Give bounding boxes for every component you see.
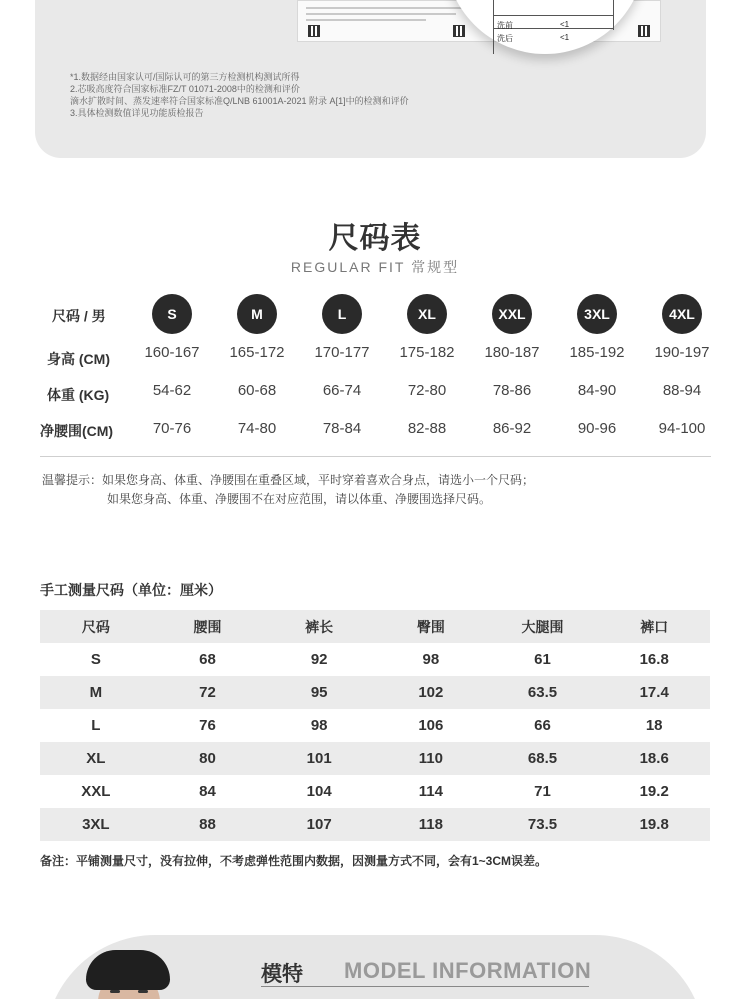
measure-table xyxy=(40,610,710,841)
height-cell: 190-197 xyxy=(654,344,710,361)
table-cell: 102 xyxy=(418,684,444,701)
size-badge: L xyxy=(322,294,362,334)
table-cell: 84 xyxy=(199,783,216,800)
weight-cell: 78-86 xyxy=(492,382,532,399)
table-cell: 101 xyxy=(306,750,332,767)
size-badge: XXL xyxy=(492,294,532,334)
qr-code-icon xyxy=(453,25,465,37)
table-cell: XXL xyxy=(81,783,111,800)
table-cell: 76 xyxy=(199,717,216,734)
table-cell: 95 xyxy=(310,684,328,701)
table-cell: 63.5 xyxy=(527,684,558,701)
table-cell: 72 xyxy=(199,684,216,701)
size-chart-title: 尺码表 xyxy=(328,222,422,255)
table-cell: 110 xyxy=(418,750,443,767)
divider xyxy=(40,456,711,457)
footnote-line: *1.数据经由国家认可/国际认可的第三方检测机构测试所得 xyxy=(70,72,300,82)
footnote-line: 2.芯吸高度符合国家标准FZ/T 01071-2008中的检测和评价 xyxy=(70,84,300,94)
table-header-cell: 腰围 xyxy=(193,618,222,635)
footnote-line: 滴水扩散时间、蒸发速率符合国家标准Q/LNB 61001A-2021 附录 A[1]中的检测和评价 xyxy=(70,96,409,106)
weight-cell: 88-94 xyxy=(662,382,702,399)
size-badge: M xyxy=(237,294,277,334)
table-row xyxy=(40,709,710,742)
table-cell: L xyxy=(91,717,101,734)
row-label-height: 身高 (CM) xyxy=(47,351,110,367)
weight-cell: 72-80 xyxy=(407,382,447,399)
height-cell: 160-167 xyxy=(144,344,200,361)
measure-table-title: 手工测量尺码（单位：厘米） xyxy=(40,582,222,598)
report-row-label: 洗前 xyxy=(497,21,513,30)
model-title-underline xyxy=(261,986,589,987)
footnote-line: 3.具体检测数值详见功能质检报告 xyxy=(70,108,204,118)
table-cell: XL xyxy=(86,750,106,767)
table-header-cell: 尺码 xyxy=(81,618,110,635)
table-cell: 118 xyxy=(418,816,443,833)
table-header-cell: 裤口 xyxy=(640,618,669,635)
table-row xyxy=(40,643,710,676)
weight-cell: 54-62 xyxy=(152,382,192,399)
table-cell: 80 xyxy=(199,750,216,767)
table-cell: 19.2 xyxy=(639,783,669,800)
table-cell: 18 xyxy=(645,717,663,734)
table-cell: 88 xyxy=(199,816,216,833)
table-cell: 73.5 xyxy=(527,816,558,833)
table-cell: 92 xyxy=(310,651,328,668)
model-title-cn: 模特 xyxy=(261,963,303,986)
size-badge: S xyxy=(152,294,192,334)
weight-cell: 60-68 xyxy=(237,382,277,399)
table-header-cell: 大腿围 xyxy=(521,618,564,635)
table-cell: 61 xyxy=(534,651,551,668)
report-row-value: <1 xyxy=(560,20,570,29)
waist-cell: 74-80 xyxy=(237,420,277,437)
table-cell: 98 xyxy=(310,717,328,734)
size-chart-subtitle: REGULAR FIT 常规型 xyxy=(290,259,460,275)
weight-cell: 66-74 xyxy=(322,382,362,399)
table-cell: 107 xyxy=(306,816,332,833)
qr-code-icon xyxy=(308,25,320,37)
measure-note: 备注：平铺测量尺寸，没有拉伸，不考虑弹性范围内数据，因测量方式不同，会有1~3CM误差。 xyxy=(40,854,548,868)
table-cell: M xyxy=(89,684,103,701)
height-cell: 170-177 xyxy=(314,344,370,361)
report-row-label: 洗后 xyxy=(497,34,513,43)
table-cell: 71 xyxy=(534,783,551,800)
table-header-cell: 臀围 xyxy=(416,618,445,635)
waist-cell: 78-84 xyxy=(322,420,362,437)
waist-cell: 86-92 xyxy=(492,420,532,437)
qr-code-icon xyxy=(638,25,650,37)
table-header-row xyxy=(40,610,710,643)
table-header-cell: 裤长 xyxy=(305,618,334,635)
size-badge: 3XL xyxy=(577,294,617,334)
waist-cell: 82-88 xyxy=(407,420,447,437)
table-cell: 18.6 xyxy=(639,750,669,767)
table-cell: S xyxy=(90,651,101,668)
weight-cell: 84-90 xyxy=(577,382,617,399)
table-cell: 16.8 xyxy=(639,651,669,668)
size-badge: 4XL xyxy=(662,294,702,334)
model-title-en: MODEL INFORMATION xyxy=(344,958,592,983)
height-cell: 185-192 xyxy=(569,344,625,361)
size-badge: XL xyxy=(407,294,447,334)
waist-cell: 70-76 xyxy=(152,420,192,437)
size-tip-line-2: 如果您身高、体重、净腰围不在对应范围，请以体重、净腰围选择尺码。 xyxy=(107,492,492,506)
table-cell: 106 xyxy=(418,717,444,734)
table-row xyxy=(40,775,710,808)
table-cell: 3XL xyxy=(82,816,110,833)
table-cell: 68.5 xyxy=(527,750,558,767)
height-cell: 175-182 xyxy=(399,344,455,361)
table-cell: 104 xyxy=(306,783,332,800)
table-row xyxy=(40,742,710,775)
row-label-size: 尺码 / 男 xyxy=(52,308,106,324)
table-cell: 66 xyxy=(534,717,551,734)
table-cell: 98 xyxy=(422,651,440,668)
table-cell: 17.4 xyxy=(639,684,669,701)
table-cell: 68 xyxy=(199,651,216,668)
table-cell: 19.8 xyxy=(639,816,669,833)
table-row xyxy=(40,676,710,709)
waist-cell: 94-100 xyxy=(658,420,706,437)
row-label-waist: 净腰围(CM) xyxy=(40,423,114,439)
report-footnotes xyxy=(70,71,409,119)
table-row xyxy=(40,808,710,841)
waist-cell: 90-96 xyxy=(577,420,617,437)
report-row-value: <1 xyxy=(560,33,570,42)
table-cell: 114 xyxy=(418,783,443,800)
size-tip-line-1: 温馨提示：如果您身高、体重、净腰围在重叠区域，平时穿着喜欢合身点，请选小一个尺码； xyxy=(42,473,535,487)
height-cell: 165-172 xyxy=(229,344,285,361)
height-cell: 180-187 xyxy=(484,344,540,361)
model-photo xyxy=(72,946,184,999)
row-label-weight: 体重 (KG) xyxy=(47,387,110,403)
